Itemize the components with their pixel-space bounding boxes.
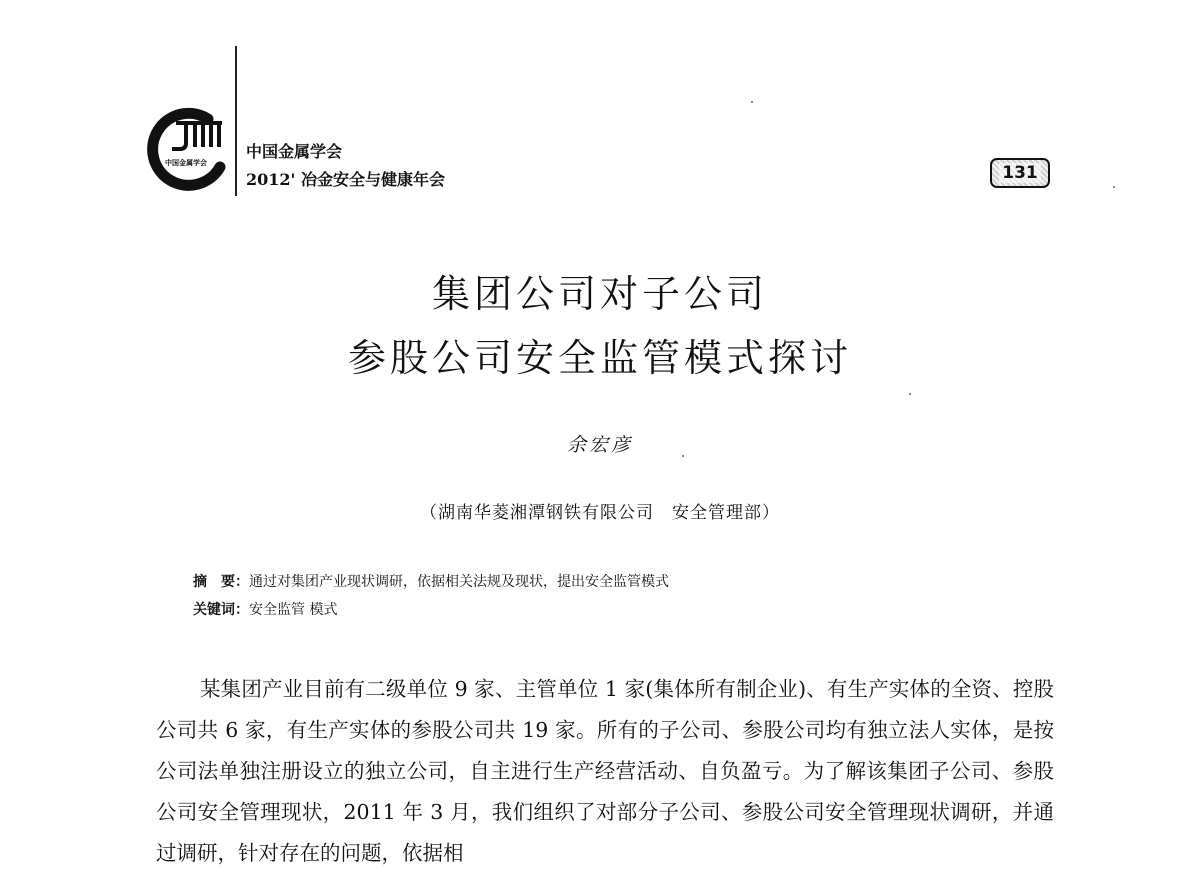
scan-speck xyxy=(682,455,684,457)
author-name: 余宏彦 xyxy=(566,434,633,456)
paper-title xyxy=(0,262,1200,390)
society-logo xyxy=(146,105,232,191)
abstract-text: 通过对集团产业现状调研，依据相关法规及现状，提出安全监管模式 xyxy=(249,574,669,590)
body-paragraph: 某集团产业目前有二级单位 9 家、主管单位 1 家(集体所有制企业)、有生产实体的全资、控股公司共 6 家，有生产实体的参股公司共 19 家。所有的子公司、参股公司均有独立法人实体，是按公司法单独注册设立的独立公司，自主进行生产经营活动、自负盈亏。为了解该集团子公司、参股公司安全管理现状，2011 年 3 月，我们组织了对部分子公司、参股公司安全管理现状调研，并通过调研，针对存在的问题，依据相 xyxy=(156,677,1054,865)
author-affiliation: （湖南华菱湘潭钢铁有限公司 安全管理部） xyxy=(420,503,780,523)
conference-name: 2012' 冶金安全与健康年会 xyxy=(246,170,446,189)
keywords-text: 安全监管 模式 xyxy=(249,602,338,618)
page-number: 131 xyxy=(999,163,1041,183)
keywords xyxy=(193,599,337,619)
header-divider xyxy=(235,46,237,196)
abstract xyxy=(193,571,669,591)
org-name: 中国金属学会 xyxy=(246,142,343,161)
logo-text: 中国金属学会 xyxy=(165,159,207,167)
scan-speck xyxy=(1113,186,1115,188)
page-number-badge xyxy=(990,158,1050,188)
body-text xyxy=(156,669,1054,874)
title-line-2: 参股公司安全监管模式探讨 xyxy=(347,336,852,380)
scan-speck xyxy=(909,393,911,395)
keywords-label: 关键词： xyxy=(193,602,249,618)
title-line-1: 集团公司对子公司 xyxy=(431,272,768,316)
abstract-label: 摘 要： xyxy=(193,574,249,590)
conference-header xyxy=(246,138,445,194)
scan-speck xyxy=(751,101,753,103)
